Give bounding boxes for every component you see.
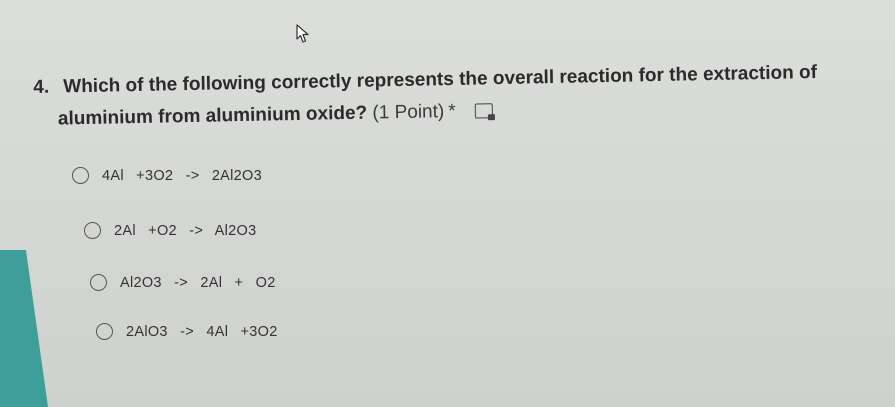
radio-button[interactable] (96, 323, 113, 340)
option-2[interactable] (84, 222, 256, 239)
immersive-reader-icon[interactable] (475, 103, 493, 118)
mouse-cursor-icon (296, 24, 310, 44)
question-text-line1: Which of the following correctly represents the overall reaction for the extraction of (63, 61, 818, 98)
question-points: (1 Point) (372, 101, 445, 124)
required-marker: * (448, 100, 456, 123)
accent-strip (0, 250, 54, 407)
option-1[interactable] (72, 167, 262, 184)
option-label: 2Al +O2 -> Al2O3 (114, 222, 257, 239)
question-text-line2: aluminium from aluminium oxide? (57, 102, 368, 130)
question-block (33, 56, 874, 136)
option-3[interactable] (90, 274, 276, 291)
radio-button[interactable] (84, 222, 101, 239)
option-label: 4Al +3O2 -> 2Al2O3 (102, 167, 262, 184)
option-4[interactable] (96, 323, 278, 340)
radio-button[interactable] (72, 167, 89, 184)
option-label: 2AlO3 -> 4Al +3O2 (126, 323, 278, 340)
radio-button[interactable] (90, 274, 107, 291)
option-label: Al2O3 -> 2Al + O2 (120, 274, 276, 291)
question-number: 4. (33, 76, 50, 98)
